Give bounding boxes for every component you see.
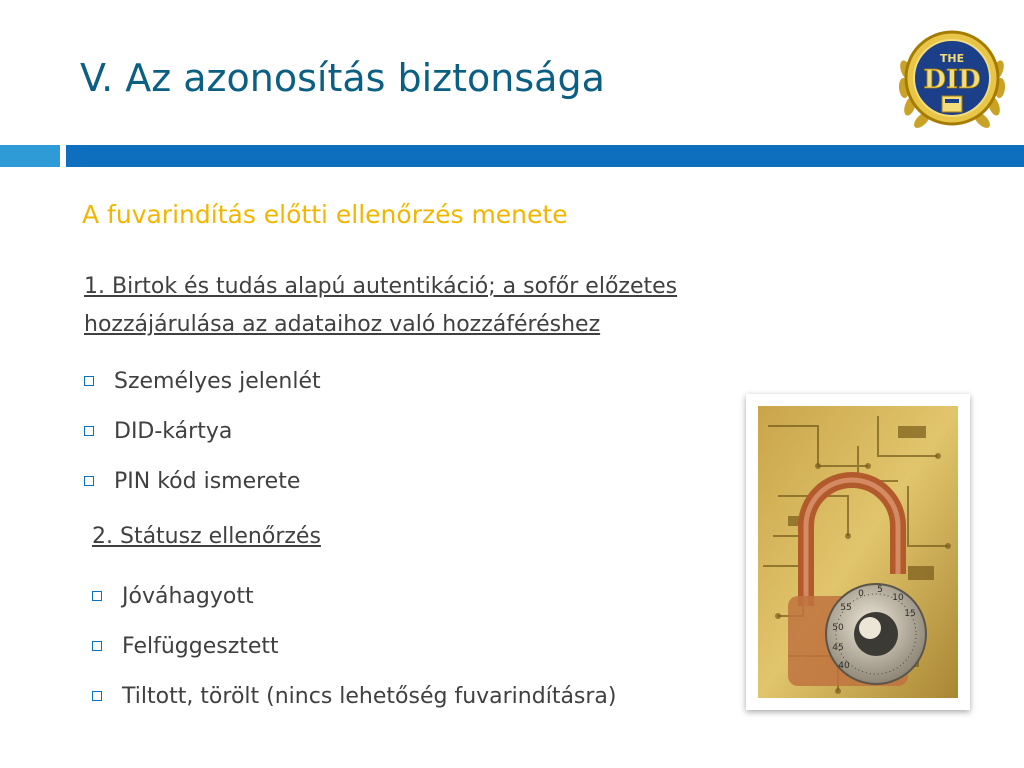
the-did-logo	[892, 20, 1012, 138]
square-bullet-icon	[84, 376, 94, 386]
section2-list	[92, 571, 617, 721]
list-item-text: DID-kártya	[114, 418, 233, 444]
section1-heading-line2: hozzájárulása az adataihoz való hozzáféréshez	[84, 312, 601, 337]
list-item	[84, 356, 321, 406]
square-bullet-icon	[84, 476, 94, 486]
list-item	[92, 621, 617, 671]
list-item-text: Jóváhagyott	[122, 583, 254, 609]
photo-frame	[746, 394, 970, 710]
padlock-circuit-board-photo	[758, 406, 958, 698]
square-bullet-icon	[92, 691, 102, 701]
section1-heading-line1: 1. Birtok és tudás alapú autentikáció; a sofőr előzetes	[84, 274, 678, 299]
dial-number: 50	[832, 623, 844, 633]
logo-main-text: DID	[923, 65, 981, 95]
section1-list	[84, 356, 321, 506]
logo-top-text: THE	[939, 52, 965, 65]
slide-subtitle: A fuvarindítás előtti ellenőrzés menete	[82, 200, 568, 229]
list-item	[84, 406, 321, 456]
list-item	[84, 456, 321, 506]
square-bullet-icon	[92, 591, 102, 601]
dial-number: 0	[858, 589, 864, 599]
list-item-text: PIN kód ismerete	[114, 468, 301, 494]
list-item	[92, 671, 617, 721]
slide-title: V. Az azonosítás biztonsága	[80, 56, 605, 100]
section1-heading	[84, 268, 844, 344]
dial-number: 45	[832, 643, 844, 653]
dial-number: 5	[877, 585, 883, 595]
list-item-text: Felfüggesztett	[122, 633, 279, 659]
accent-bar-light	[0, 145, 60, 167]
square-bullet-icon	[84, 426, 94, 436]
accent-bar-dark	[66, 145, 1024, 167]
list-item	[92, 571, 617, 621]
dial-number: 10	[892, 593, 904, 603]
section2-heading: 2. Státusz ellenőrzés	[92, 524, 321, 549]
dial-number: 15	[904, 609, 916, 619]
square-bullet-icon	[92, 641, 102, 651]
list-item-text: Személyes jelenlét	[114, 368, 321, 394]
dial-number: 40	[838, 661, 850, 671]
dial-number: 55	[840, 603, 852, 613]
list-item-text: Tiltott, törölt (nincs lehetőség fuvarindításra)	[122, 683, 617, 709]
